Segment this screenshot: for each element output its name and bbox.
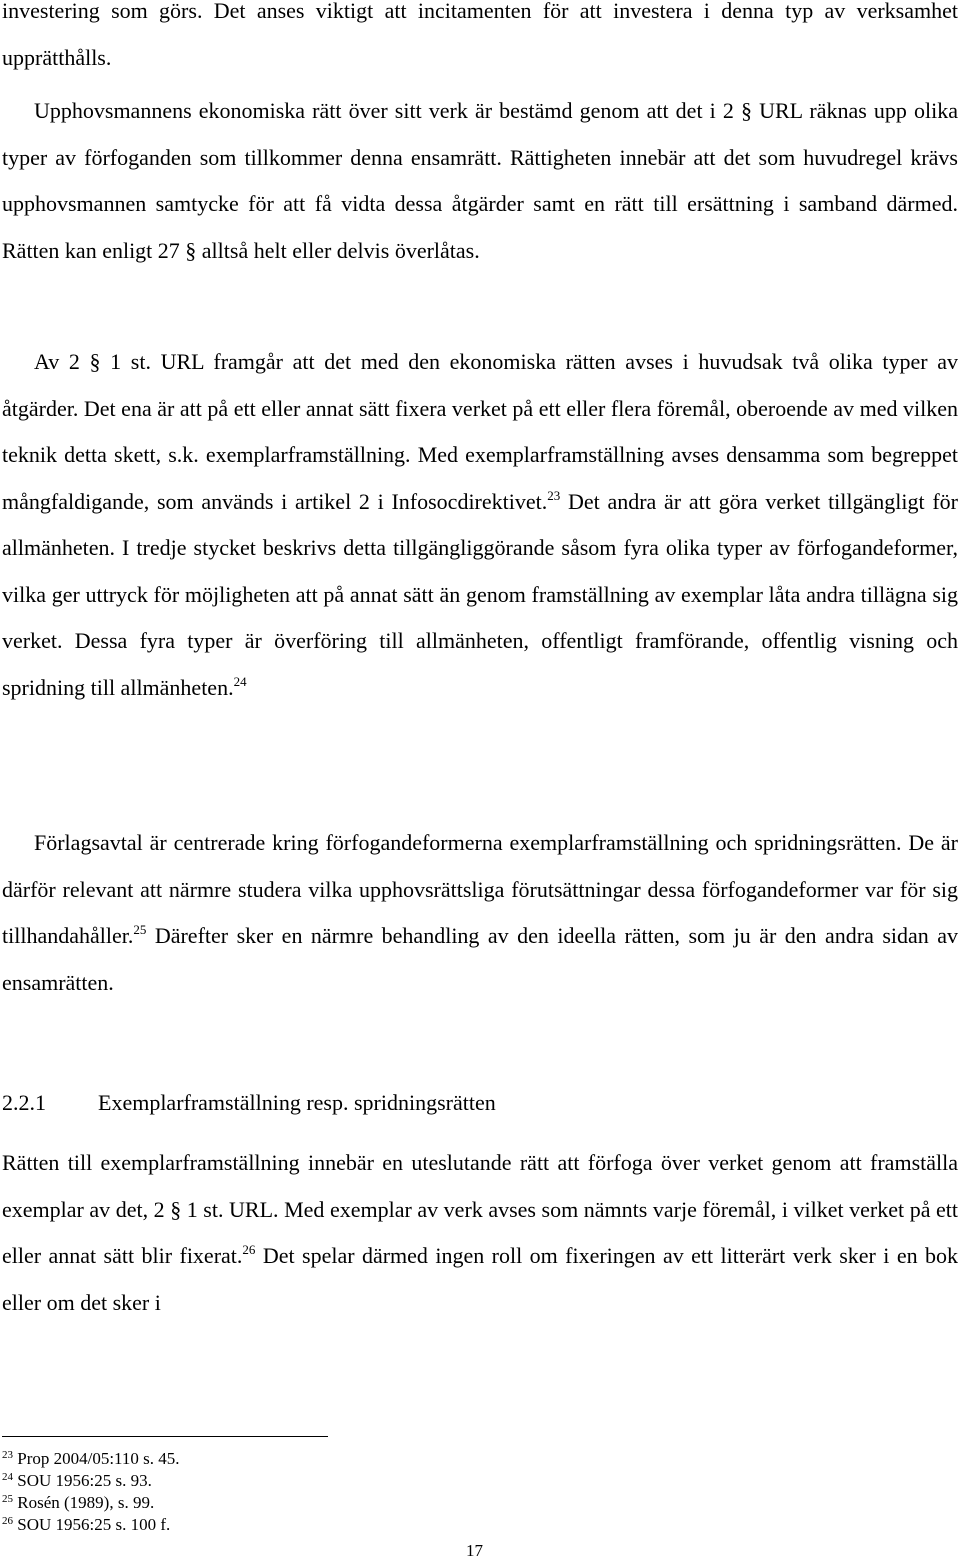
footnote-ref-26[interactable]: 26: [242, 1242, 256, 1257]
paragraph-two-types: [2, 339, 958, 711]
footnote-ref-25[interactable]: 25: [133, 922, 147, 937]
paragraph-text: investering som görs. Det anses viktigt att incitamenten för att investera i denna typ av verksamhet upprätthålls.: [2, 0, 958, 70]
paragraph-economic-right: [2, 88, 958, 274]
footnote-24: [2, 1470, 152, 1492]
paragraph-text: Därefter sker en närmre behandling av den ideella rätten, som ju är den andra sidan av ensamrätten.: [2, 923, 958, 995]
footnote-divider: [2, 1436, 328, 1437]
paragraph-text: Rätten till exemplarframställning innebär en uteslutande rätt att förfoga över verket genom att framställa exemplar av det, 2 § 1 st. URL. Med exemplar av verk avses som nämnts varje föremål, i vilket verket på ett eller annat sätt blir fixerat.: [2, 1150, 958, 1268]
footnote-number: 24: [2, 1471, 13, 1483]
footnote-number: 25: [2, 1493, 13, 1505]
paragraph-text: Av 2 § 1 st. URL framgår att det med den ekonomiska rätten avses i huvudsak två olika typer av åtgärder. Det ena är att på ett eller annat sätt fixera verket på ett eller flera föremål, oberoende av med vilken teknik detta skett, s.k. exemplarframställning. Med exemplarframställning avses densamma som begreppet mångfaldigande, som används i artikel 2 i Infosocdirektivet.: [2, 349, 958, 514]
paragraph-publishing-contracts: [2, 820, 958, 1006]
page-number: 17: [466, 1541, 483, 1560]
footnote-number: 26: [2, 1515, 13, 1527]
paragraph-text: Det andra är att göra verket tillgängligt för allmänheten. I tredje stycket beskrivs detta tillgängliggörande såsom fyra olika typer av förfogandeformer, vilka ger uttryck för möjligheten att på annat sätt än genom framställning av exemplar låta andra tillägna sig verket. Dessa fyra typer är överföring till allmänheten, offentligt framförande, offentlig visning och spridning till allmänheten.: [2, 488, 958, 700]
paragraph-text: Det spelar därmed ingen roll om fixeringen av ett litterärt verk sker i en bok eller om det sker i: [2, 1243, 958, 1315]
footnote-26: [2, 1514, 170, 1536]
paragraph-reproduction-right: [2, 1140, 958, 1326]
section-title: Exemplarframställning resp. spridningsrätten: [98, 1090, 496, 1115]
section-heading: [2, 1083, 496, 1123]
paragraph-continuation: [2, 0, 958, 81]
footnote-text: Rosén (1989), s. 99.: [17, 1493, 155, 1512]
footnote-ref-23[interactable]: 23: [547, 487, 561, 503]
footnote-text: SOU 1956:25 s. 100 f.: [17, 1515, 171, 1534]
section-number: 2.2.1: [2, 1090, 46, 1115]
footnote-23: [2, 1448, 180, 1470]
footnote-25: [2, 1492, 154, 1514]
paragraph-text: Förlagsavtal är centrerade kring förfogandeformerna exemplarframställning och spridningsrätten. De är därför relevant att närmre studera vilka upphovsrättsliga förutsättningar dessa förfogandeformer var för sig tillhandahåller.: [2, 830, 958, 948]
footnote-text: Prop 2004/05:110 s. 45.: [17, 1449, 180, 1468]
paragraph-text: Upphovsmannens ekonomiska rätt över sitt verk är bestämd genom att det i 2 § URL räknas upp olika typer av förfoganden som tillkommer denna ensamrätt. Rättigheten innebär att det som huvudregel krävs upphovsmannen samtycke för att få vidta dessa åtgärder samt en rätt till ersättning i samband därmed. Rätten kan enligt 27 § alltså helt eller delvis överlåtas.: [2, 98, 958, 263]
footnote-number: 23: [2, 1449, 13, 1461]
footnote-ref-24[interactable]: 24: [233, 673, 247, 689]
footnote-text: SOU 1956:25 s. 93.: [17, 1471, 152, 1490]
